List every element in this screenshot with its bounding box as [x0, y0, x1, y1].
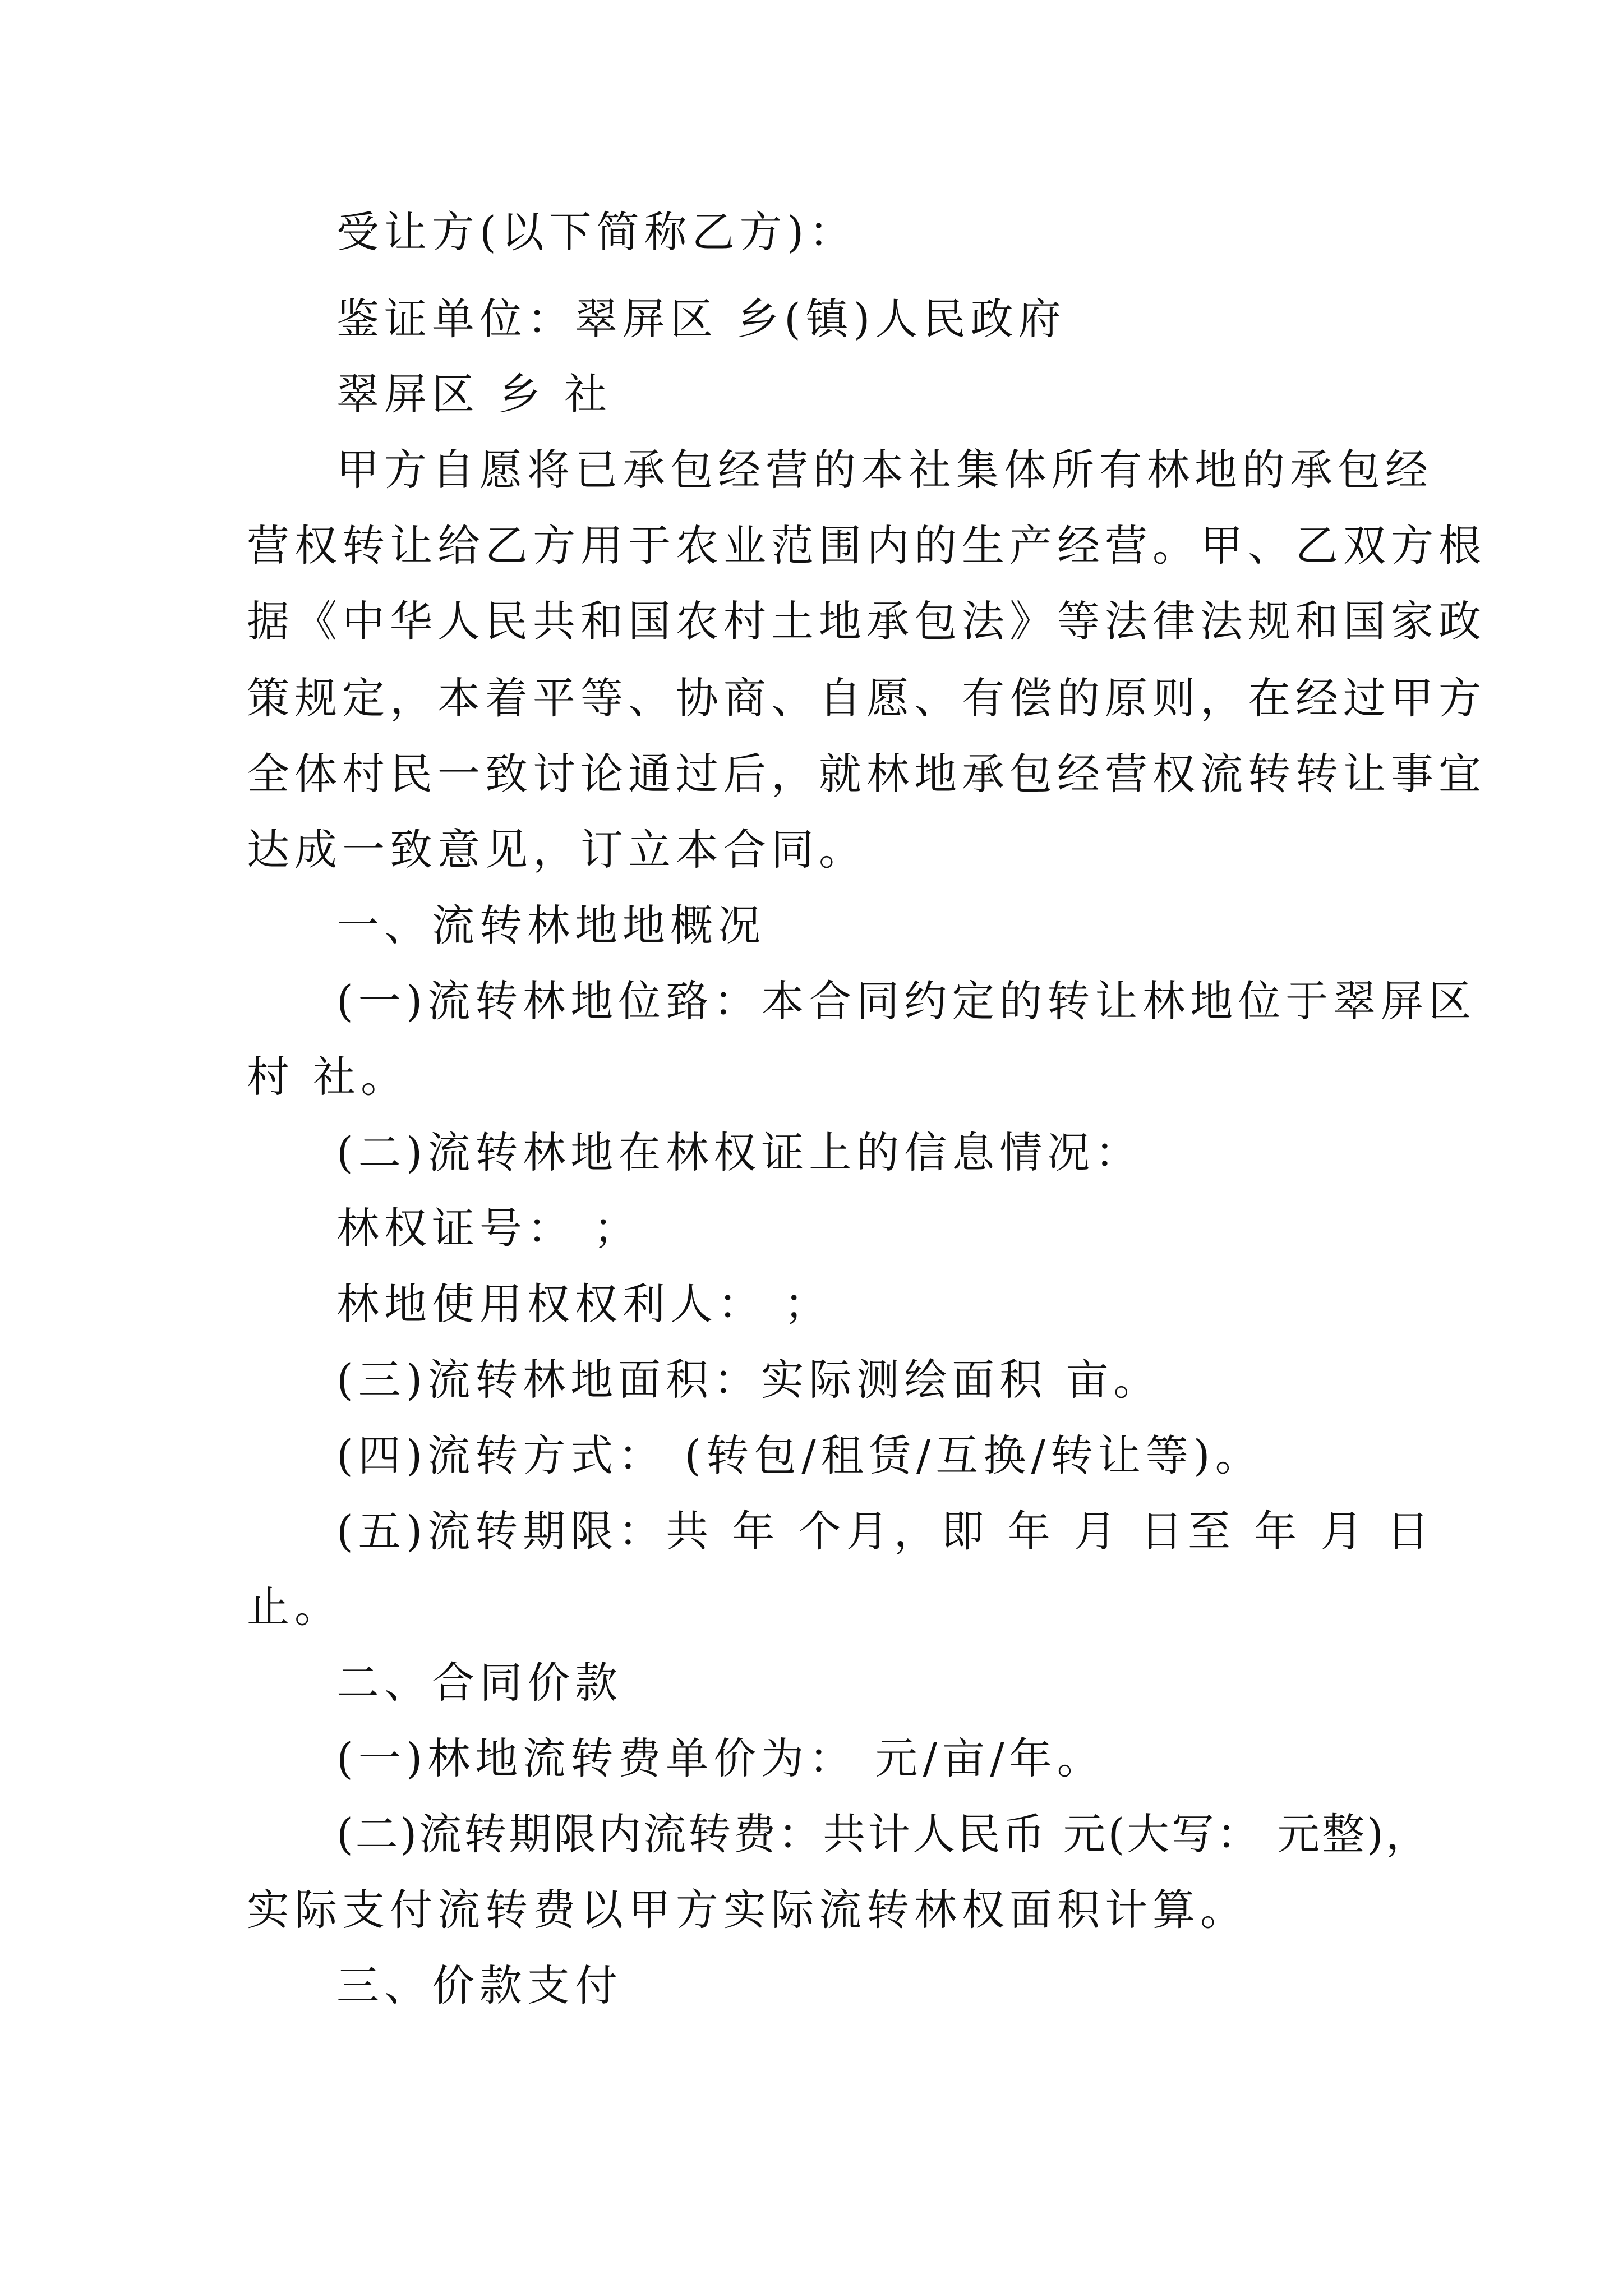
paragraph-line: 林地使用权权利人： ； — [336, 1279, 832, 1329]
paragraph-line: 止。 — [247, 1582, 342, 1632]
paragraph-line: 林权证号： ； — [336, 1203, 642, 1253]
section-heading: 二、合同价款 — [336, 1658, 623, 1708]
section-heading: 三、价款支付 — [336, 1961, 623, 2010]
paragraph-line: 实际支付流转费以甲方实际流转林权面积计算。 — [247, 1885, 1248, 1935]
paragraph-line: 鉴证单位：翠屏区 乡(镇)人民政府 — [336, 294, 1066, 344]
paragraph-line: 策规定，本着平等、协商、自愿、有偿的原则，在经过甲方 — [247, 673, 1486, 723]
paragraph-line: (三)流转林地面积：实际测绘面积 亩。 — [336, 1355, 1161, 1405]
paragraph-line: (一)林地流转费单价为： 元/亩/年。 — [336, 1733, 1105, 1783]
paragraph-line: 据《中华人民共和国农村土地承包法》等法律法规和国家政 — [247, 596, 1486, 646]
paragraph-line: (五)流转期限：共 年 个月，即 年 月 日至 年 月 日 — [336, 1506, 1435, 1556]
paragraph-line: 达成一致意见，订立本合同。 — [247, 825, 866, 875]
paragraph-line: (二)流转期限内流转费：共计人民币 元(大写： 元整)， — [336, 1809, 1431, 1859]
paragraph-line: 全体村民一致讨论通过后，就林地承包经营权流转转让事宜 — [247, 749, 1486, 799]
paragraph-line: 营权转让给乙方用于农业范围内的生产经营。甲、乙双方根 — [247, 521, 1486, 570]
section-heading: 一、流转林地地概况 — [336, 900, 766, 950]
paragraph-line: 甲方自愿将已承包经营的本社集体所有林地的承包经 — [336, 445, 1433, 495]
paragraph-line: 村 社。 — [247, 1052, 409, 1102]
paragraph-line: 翠屏区 乡 社 — [336, 369, 612, 419]
paragraph-line: (二)流转林地在林权证上的信息情况： — [336, 1128, 1143, 1177]
paragraph-line: (一)流转林地位臵：本合同约定的转让林地位于翠屏区 — [336, 976, 1477, 1026]
paragraph-line: (四)流转方式： (转包/租赁/互换/转让等)。 — [336, 1430, 1263, 1480]
paragraph-line: 受让方(以下简称乙方)： — [336, 207, 857, 257]
